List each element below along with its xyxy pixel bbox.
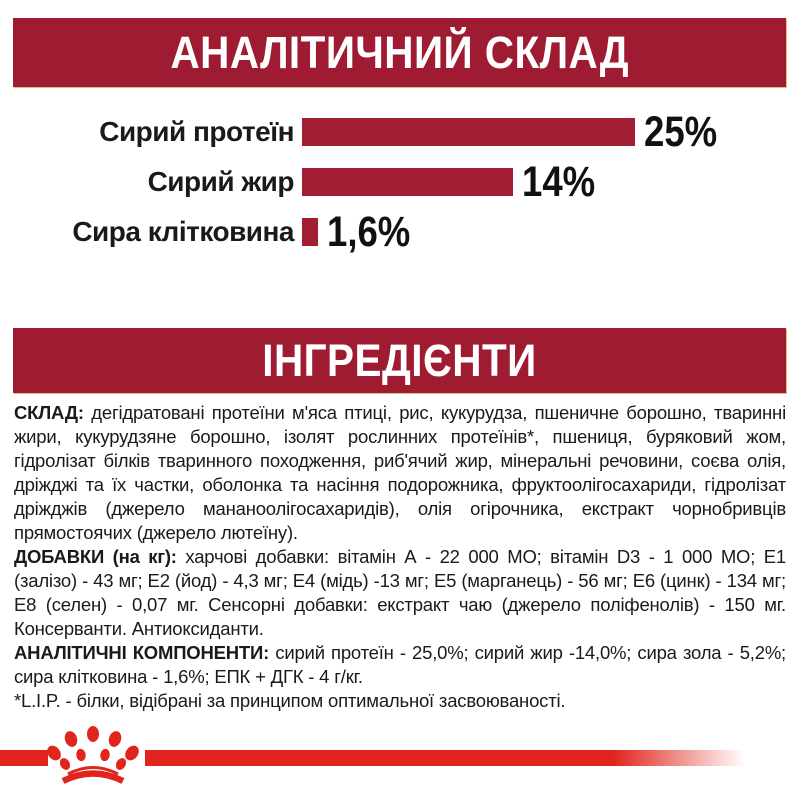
- lip-footnote: [14, 689, 786, 713]
- additives-paragraph: [14, 545, 786, 641]
- chart-label-crude-protein: Сирий протеїн: [99, 116, 294, 147]
- chart-value-crude-fat: 14%: [522, 157, 596, 206]
- chart-label-crude-fibre: Сира клітковина: [72, 216, 294, 247]
- ingredients-textblock: [14, 401, 786, 713]
- chart-row-crude-protein: [0, 107, 800, 157]
- additives-label: ДОБАВКИ (на кг):: [14, 546, 177, 567]
- bar-crude-fibre: [302, 218, 318, 246]
- analytical-components-text: сирий протеїн - 25,0%; сирий жир -14,0%; сира зола - 5,2%; сира клітковина - 1,6%; ЕПК + ДГК - 4 г/кг.: [14, 642, 787, 687]
- footer-red-band-right: [145, 750, 745, 766]
- analytical-composition-title: АНАЛІТИЧНИЙ СКЛАД: [170, 26, 629, 78]
- ingredients-title: ІНГРЕДІЄНТИ: [262, 334, 537, 386]
- chart-value-crude-fibre: 1,6%: [327, 207, 411, 256]
- chart-row-crude-fat: [0, 157, 800, 207]
- bar-crude-protein: [302, 118, 635, 146]
- ingredients-banner: [13, 328, 786, 393]
- additives-text: харчові добавки: вітамін А - 22 000 МО; вітамін D3 - 1 000 МО; Е1 (залізо) - 43 мг; Е2 (йод) - 4,3 мг; Е4 (мідь) -13 мг; Е5 (марганець) - 56 мг; Е6 (цинк) - 134 мг; Е8 (селен) - 0,07 мг. Сенсорні добавки: екстракт чаю (джерело поліфенолів) - 150 мг. Консерванти. Антиоксиданти.: [14, 546, 786, 639]
- composition-label: СКЛАД:: [14, 402, 84, 423]
- bar-crude-fat: [302, 168, 513, 196]
- composition-paragraph: [14, 401, 786, 545]
- analytical-components-label: АНАЛІТИЧНІ КОМПОНЕНТИ:: [14, 642, 270, 663]
- chart-value-crude-protein: 25%: [644, 107, 718, 156]
- analytical-composition-banner: [13, 18, 786, 87]
- analytical-components-paragraph: [14, 641, 786, 689]
- chart-label-crude-fat: Сирий жир: [147, 166, 294, 197]
- composition-text: дегідратовані протеїни м'яса птиці, рис, кукурудза, пшеничне борошно, тваринні жири, кукурудзяне борошно, ізолят рослинних протеїнів*, пшениця, буряковий жом, гідролізат білків тваринного походження, риб'ячий жир, мінеральні речовини, соєва олія, дріжджі та їх частки, оболонка та насіння подорожника, фруктоолігосахариди, гідролізат дріжджів (джерело мананоолігосахаридів), олія огірочника, екстракт чорнобривців прямостоячих (джерело лютеїну).: [14, 402, 786, 543]
- royal-canin-crown-logo: [46, 726, 140, 784]
- footer-red-band-left: [0, 750, 48, 766]
- nutrient-bar-chart: [0, 107, 800, 257]
- chart-row-crude-fibre: [0, 207, 800, 257]
- lip-footnote-text: *L.I.P. - білки, відібрані за принципом оптимальної засвоюваності.: [14, 690, 566, 711]
